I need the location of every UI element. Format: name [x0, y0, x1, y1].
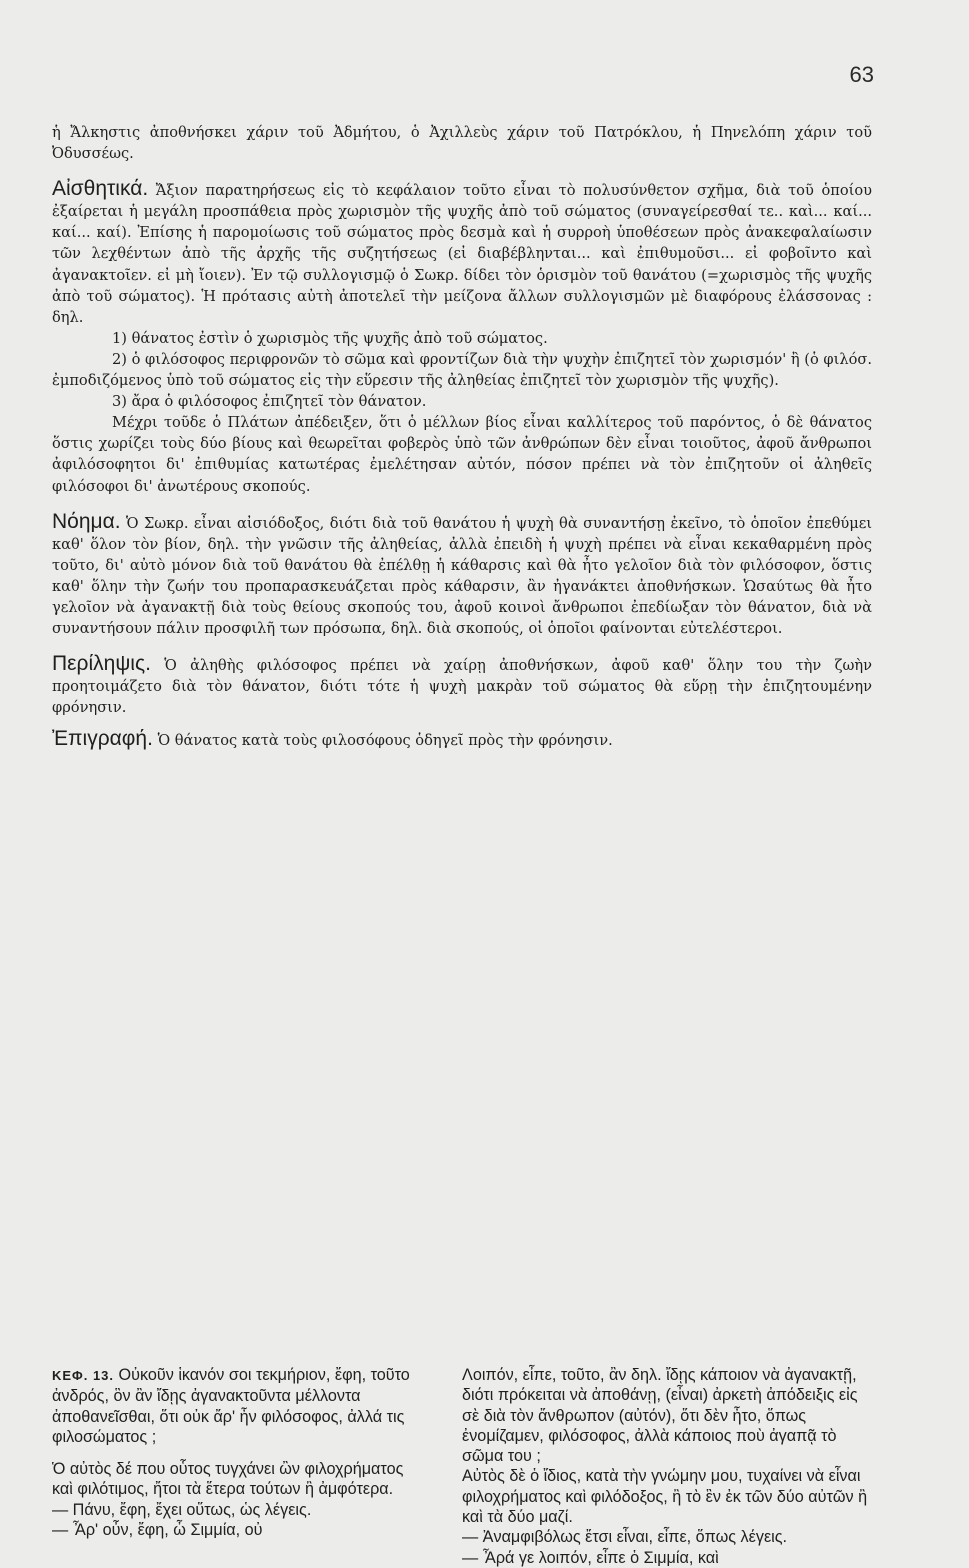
aisthetika-heading: Αἰσθητικά. — [52, 177, 149, 201]
aisthetika-text: Ἄξιον παρατηρήσεως εἰς τὸ κεφάλαιον τοῦτο εἶναι τὸ πολυσύνθετον σχῆμα, διὰ τοῦ ὁποίου ἐξαίρεται ἡ μεγάλη προσπάθεια πρὸς χωρισμὸν τῆς ψυχῆς ἀπὸ τοῦ σώματος (συναγείρεσθαί τε.. καὶ... καί... καί... καί). Ἐπίσης ἡ παρομοίωσις τοῦ σώματος πρὸς δεσμὰ καὶ ἡ συρροὴ ὑποθέσεων πρὸς ἀνακεφαλαίωσιν τῶν λεχθέντων ἀπὸ τῆς ἀρχῆς τῆς συζητήσεως (εἰ διαβέβληνται... καὶ ἐπιθυμοῦσι... εἰ φοβοῖντο καὶ ἀγανακτοῖεν. εἰ μὴ ἴοιεν). Ἐν τῷ συλλογισμῷ ὁ Σωκρ. δίδει τὸν ὁρισμὸν τοῦ θανάτου (=χωρισμὸς τῆς ψυχῆς ἀπὸ τοῦ σώματος). Ἡ πρότασις αὐτὴ ἀποτελεῖ τὴν μείζονα ἄλλων συλλογισμῶν μὲ διαφόρους ἐλάσσονας : δηλ. — [52, 182, 872, 326]
perilipsis-paragraph — [52, 653, 872, 718]
chapter-label: ΚΕΦ. 13. — [52, 1368, 115, 1383]
translation-paragraph-3: — Ἀναμφιβόλως ἔτσι εἶναι, εἶπε, ὅπως λέγεις. — [462, 1528, 788, 1547]
translation-column — [462, 1365, 872, 1568]
original-text-1: Οὐκοῦν ἱκανόν σοι τεκμήριον, ἔφη, τοῦτο ἀνδρός, ὃν ἂν ἴδῃς ἀγανακτοῦντα μέλλοντα ἀποθανεῖσθαι, ὅτι οὐκ ἄρ' ἦν φιλόσοφος, ἀλλά τις φιλοσώματος ; — [52, 1366, 410, 1446]
translation-paragraph-2: Αὐτὸς δὲ ὁ ἴδιος, κατὰ τὴν γνώμην μου, τυχαίνει νὰ εἶναι φιλοχρήματος καὶ φιλόδοξος, ἢ τὸ ἓν ἐκ τῶν δύο αὐτῶν ἢ καὶ τὰ δύο μαζί. — [462, 1467, 868, 1527]
aisthetika-closing: Μέχρι τοῦδε ὁ Πλάτων ἀπέδειξεν, ὅτι ὁ μέλλων βίος εἶναι καλλίτερος τοῦ παρόντος, ὁ δὲ θάνατος ὅστις χωρίζει τοὺς δύο βίους καὶ θεωρεῖται φοβερὸς ὑπὸ τῶν ἀνθρώπων δὲν εἶναι τοιοῦτος, ἀφοῦ ἄνθρωποι ἀφιλόσοφητοι δι' ἐπιθυμίας κατωτέρας ἐμελέτησαν αὐτόν, πόσον πρέπει νὰ τὸν ἐπιζητοῦν οἱ ἀληθεῖς φιλόσοφοι δι' ἀνωτέρους σκοπούς. — [52, 414, 872, 495]
noima-text: Ὁ Σωκρ. εἶναι αἰσιόδοξος, διότι διὰ τοῦ θανάτου ἡ ψυχὴ θὰ συναντήσῃ ἐκεῖνο, τὸ ὁποῖον ἐπεθύμει καθ' ὅλον τὸν βίον, δηλ. τὴν γνῶσιν τῆς ἀληθείας, ἀλλὰ ἐπειδὴ ἡ ψυχὴ πρέπει νὰ εἶναι κεκαθαρμένη πρὸς τοῦτο, δι' αὐτὸ μόνον διὰ τοῦ θανάτου θὰ ἐπέλθῃ ἡ κάθαρσις καὶ θὰ ἦτο γελοῖον διὰ τὸν φιλόσοφον, ὅστις καθ' ὅλην τὴν ζωήν του προπαρασκευάζεται πρὸς κάθαρσιν, ἂν ἠγανάκτει ἀποθνήσκων. Ὡσαύτως θὰ ἦτο γελοῖον νὰ ἀγανακτῇ διὰ τοὺς θείους σκοπούς του, ἀφοῦ κοινοὶ ἄνθρωποι ἐπεδίωξαν τὸν θάνατον, διὰ νὰ συναντήσουν πάλιν προσφιλῆ των πρόσωπα, δηλ. διὰ σκοπούς, οἱ ὁποῖοι φαίνονται εὐτελέστεροι. — [52, 514, 872, 638]
original-paragraph-2: Ὁ αὐτὸς δέ που οὗτος τυγχάνει ὢν φιλοχρήματος καὶ φιλότιμος, ἤτοι τὰ ἕτερα τούτων ἢ ἀμφότερα. — [52, 1460, 404, 1499]
syllogism-point-1: 1) θάνατος ἐστὶν ὁ χωρισμὸς τῆς ψυχῆς ἀπὸ τοῦ σώματος. — [112, 329, 548, 347]
epigrafi-text: Ὁ θάνατος κατὰ τοὺς φιλοσόφους ὁδηγεῖ πρὸς τὴν φρόνησιν. — [157, 732, 613, 750]
original-paragraph-4: — Ἆρ' οὖν, ἔφη, ὦ Σιμμία, οὐ — [52, 1521, 263, 1540]
noima-heading: Νόημα. — [52, 509, 121, 533]
aisthetika-paragraph — [52, 178, 872, 328]
epigrafi-paragraph — [52, 728, 872, 751]
page-number: 63 — [849, 62, 874, 87]
translation-paragraph-1: Λοιπόν, εἶπε, τοῦτο, ἂν δηλ. ἴδῃς κάποιον νὰ ἀγανακτῇ, διότι πρόκειται νὰ ἀποθάνῃ, (εἶναι) ἀρκετὴ ἀπόδειξις εἰς σὲ διὰ τὸν ἄνθρωπον (αὐτόν), ὅτι δὲν ἦτο, ὅπως ἐνομίζαμεν, φιλόσοφος, ἀλλὰ κάποιος ποὺ ἀγαπᾷ τὸ σῶμα του ; — [462, 1366, 858, 1466]
syllogism-point-3: 3) ἄρα ὁ φιλόσοφος ἐπιζητεῖ τὸν θάνατον. — [112, 393, 427, 411]
syllogism-point-2: 2) ὁ φιλόσοφος περιφρονῶν τὸ σῶμα καὶ φροντίζων διὰ τὴν ψυχὴν ἐπιζητεῖ τὸν χωρισμόν' ἢ (ὁ φιλόσ. ἐμποδιζόμενος ὑπὸ τοῦ σώματος εἰς τὴν εὕρεσιν τῆς ἀληθείας ἐπιζητεῖ τὸν χωρισμὸν τῆς ψυχῆς). — [52, 350, 872, 390]
translation-paragraph-4: — Ἆρά γε λοιπόν, εἶπε ὁ Σιμμία, καὶ — [462, 1548, 719, 1567]
perilipsis-heading: Περίληψις. — [52, 652, 151, 676]
perilipsis-text: Ὁ ἀληθὴς φιλόσοφος πρέπει νὰ χαίρῃ ἀποθνήσκων, ἀφοῦ καθ' ὅλην του τὴν ζωὴν προητοιμάζετο διὰ τὸν θάνατον, διότι τότε ἡ ψυχὴ μακρὰν τοῦ σώματος θὰ εὕρῃ τὴν ἐπιζητουμένην φρόνησιν. — [52, 657, 873, 717]
original-text-column — [52, 1365, 422, 1568]
noima-paragraph — [52, 511, 872, 640]
original-paragraph-3: — Πάνυ, ἔφη, ἔχει οὕτως, ὡς λέγεις. — [52, 1500, 312, 1519]
epigrafi-heading: Ἐπιγραφή. — [52, 727, 153, 751]
commentary-section — [52, 122, 872, 752]
opening-paragraph: ἡ Ἄλκηστις ἀποθνήσκει χάριν τοῦ Ἀδμήτου, ὁ Ἀχιλλεὺς χάριν τοῦ Πατρόκλου, ἡ Πηνελόπη χάριν τοῦ Ὀδυσσέως. — [52, 124, 872, 163]
chapter-text — [52, 1365, 872, 1568]
original-paragraph-1 — [52, 1365, 422, 1447]
